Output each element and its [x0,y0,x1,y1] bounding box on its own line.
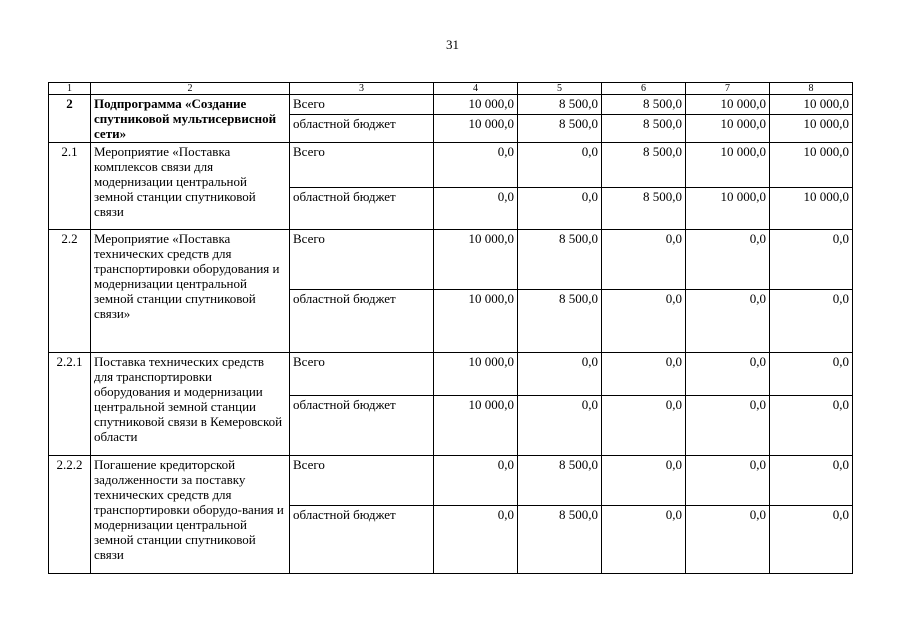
amount-cell: 10 000,0 [434,396,518,456]
column-number: 1 [49,83,91,95]
funding-source: областной бюджет [290,115,434,143]
table-row [49,456,853,506]
amount-cell: 0,0 [770,506,853,574]
amount-cell: 10 000,0 [770,115,853,143]
amount-cell: 0,0 [770,230,853,290]
column-number-row [49,83,853,95]
amount-cell: 0,0 [602,456,686,506]
page-number: 31 [446,37,459,52]
table-row [49,95,853,115]
amount-cell: 0,0 [518,143,602,188]
table-row [49,353,853,396]
amount-cell: 8 500,0 [518,456,602,506]
amount-cell: 0,0 [434,188,518,230]
amount-cell: 0,0 [770,396,853,456]
column-number: 5 [518,83,602,95]
column-number: 4 [434,83,518,95]
item-name: Мероприятие «Поставка технических средств для транспортировки оборудования и модернизации центральной земной станции спутниковой связи» [91,230,290,353]
amount-cell: 8 500,0 [518,290,602,353]
amount-cell: 10 000,0 [434,353,518,396]
amount-cell: 0,0 [434,143,518,188]
amount-cell: 0,0 [686,396,770,456]
amount-cell: 8 500,0 [602,143,686,188]
table-row [49,230,853,290]
amount-cell: 0,0 [602,396,686,456]
amount-cell: 0,0 [686,230,770,290]
item-name: Подпрограмма «Создание спутниковой мультисервисной сети» [91,95,290,143]
amount-cell: 10 000,0 [686,115,770,143]
amount-cell: 0,0 [686,456,770,506]
amount-cell: 10 000,0 [770,188,853,230]
amount-cell: 10 000,0 [770,95,853,115]
column-number: 8 [770,83,853,95]
item-number: 2.1 [49,143,91,230]
column-number: 3 [290,83,434,95]
column-number: 6 [602,83,686,95]
amount-cell: 8 500,0 [518,115,602,143]
amount-cell: 0,0 [770,290,853,353]
funding-source: Всего [290,143,434,188]
amount-cell: 8 500,0 [518,230,602,290]
funding-source: Всего [290,95,434,115]
amount-cell: 8 500,0 [602,188,686,230]
table-row [49,143,853,188]
funding-source: областной бюджет [290,188,434,230]
amount-cell: 8 500,0 [602,95,686,115]
funding-source: областной бюджет [290,290,434,353]
amount-cell: 0,0 [602,230,686,290]
budget-table [48,82,853,574]
amount-cell: 8 500,0 [602,115,686,143]
amount-cell: 0,0 [602,506,686,574]
amount-cell: 10 000,0 [686,95,770,115]
amount-cell: 10 000,0 [434,115,518,143]
amount-cell: 8 500,0 [518,506,602,574]
amount-cell: 0,0 [770,456,853,506]
amount-cell: 0,0 [602,353,686,396]
amount-cell: 0,0 [434,456,518,506]
amount-cell: 10 000,0 [686,143,770,188]
amount-cell: 0,0 [518,396,602,456]
column-number: 7 [686,83,770,95]
amount-cell: 10 000,0 [434,95,518,115]
amount-cell: 0,0 [518,353,602,396]
funding-source: Всего [290,230,434,290]
item-number: 2.2 [49,230,91,353]
column-number: 2 [91,83,290,95]
funding-source: областной бюджет [290,506,434,574]
amount-cell: 10 000,0 [434,290,518,353]
amount-cell: 0,0 [686,506,770,574]
amount-cell: 0,0 [518,188,602,230]
funding-source: областной бюджет [290,396,434,456]
amount-cell: 0,0 [770,353,853,396]
table-body [49,83,853,574]
funding-source: Всего [290,456,434,506]
item-name: Поставка технических средств для транспортировки оборудования и модернизации центральной земной станции спутниковой связи в Кемеровской области [91,353,290,456]
amount-cell: 8 500,0 [518,95,602,115]
amount-cell: 0,0 [434,506,518,574]
item-number: 2.2.2 [49,456,91,574]
item-name: Мероприятие «Поставка комплексов связи для модернизации центральной земной станции спутниковой связи [91,143,290,230]
amount-cell: 0,0 [686,290,770,353]
amount-cell: 10 000,0 [770,143,853,188]
funding-source: Всего [290,353,434,396]
amount-cell: 10 000,0 [686,188,770,230]
amount-cell: 10 000,0 [434,230,518,290]
amount-cell: 0,0 [686,353,770,396]
item-number: 2 [49,95,91,143]
item-name: Погашение кредиторской задолженности за поставку технических средств для транспортировки оборудо-вания и модернизации центральной земной станции спутниковой связи [91,456,290,574]
item-number: 2.2.1 [49,353,91,456]
amount-cell: 0,0 [602,290,686,353]
